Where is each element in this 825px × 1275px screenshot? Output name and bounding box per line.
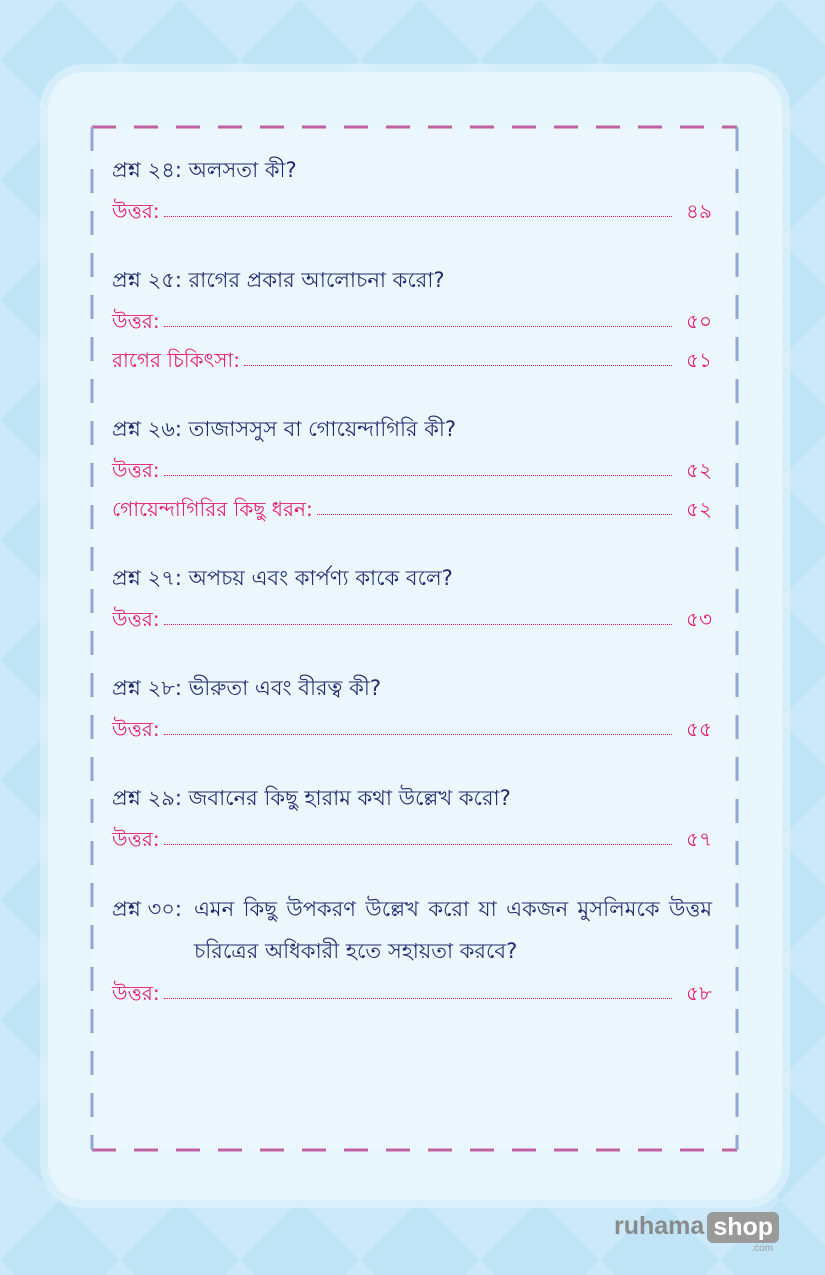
answer-label: উত্তর: (112, 309, 160, 333)
page-number: ৫৭ (686, 827, 712, 851)
page-number: ৫৮ (686, 981, 712, 1005)
page-number: ৫৩ (686, 607, 712, 631)
page-number: ৫০ (686, 309, 712, 333)
answer-row-30[interactable] (112, 972, 712, 1011)
dot-leader (164, 475, 672, 476)
answer-label: উত্তর: (112, 981, 160, 1005)
question-30 (112, 888, 712, 972)
subsection-row-26[interactable] (112, 488, 712, 527)
dot-leader (164, 326, 672, 327)
question-28: প্রশ্ন ২৮: ভীরুতা এবং বীরত্ব কী? (112, 676, 381, 700)
answer-label: উত্তর: (112, 199, 160, 223)
dot-leader (244, 365, 672, 366)
answer-row-26[interactable] (112, 449, 712, 488)
answer-row-28[interactable] (112, 708, 712, 747)
page-number: ৫৫ (686, 717, 712, 741)
logo-brand: ruhama (614, 1212, 705, 1240)
subsection-row-25[interactable] (112, 339, 712, 378)
answer-row-29[interactable] (112, 818, 712, 857)
answer-row-27[interactable] (112, 598, 712, 637)
dot-leader (164, 734, 672, 735)
dot-leader (164, 216, 672, 217)
question-25: প্রশ্ন ২৫: রাগের প্রকার আলোচনা করো? (112, 268, 445, 292)
table-of-contents (112, 150, 712, 1011)
subsection-label: রাগের চিকিৎসা: (112, 348, 240, 372)
page-number: ৫২ (686, 497, 712, 521)
logo-domain: .com (751, 1243, 774, 1254)
dot-leader (164, 844, 672, 845)
question-label: প্রশ্ন ৩০: (112, 897, 182, 921)
dot-leader (317, 514, 672, 515)
answer-label: উত্তর: (112, 827, 160, 851)
question-29: প্রশ্ন ২৯: জবানের কিছু হারাম কথা উল্লেখ করো? (112, 786, 511, 810)
answer-row-25[interactable] (112, 300, 712, 339)
page-number: ৫২ (686, 458, 712, 482)
ruhamashop-logo (614, 1212, 779, 1254)
logo-shop-badge: shop (707, 1212, 779, 1243)
answer-label: উত্তর: (112, 717, 160, 741)
question-27: প্রশ্ন ২৭: অপচয় এবং কার্পণ্য কাকে বলে? (112, 566, 453, 590)
answer-label: উত্তর: (112, 607, 160, 631)
answer-label: উত্তর: (112, 458, 160, 482)
answer-row-24[interactable] (112, 190, 712, 229)
question-26: প্রশ্ন ২৬: তাজাসসুস বা গোয়েন্দাগিরি কী? (112, 417, 457, 441)
dot-leader (164, 624, 672, 625)
page-number: ৫১ (686, 348, 712, 372)
question-24: প্রশ্ন ২৪: অলসতা কী? (112, 158, 297, 182)
page-number: ৪৯ (686, 199, 712, 223)
dot-leader (164, 998, 672, 999)
question-text: এমন কিছু উপকরণ উল্লেখ করো যা একজন মুসলিমকে উত্তম চরিত্রের অধিকারী হতে সহায়তা করবে? (193, 897, 712, 963)
subsection-label: গোয়েন্দাগিরির কিছু ধরন: (112, 497, 313, 521)
